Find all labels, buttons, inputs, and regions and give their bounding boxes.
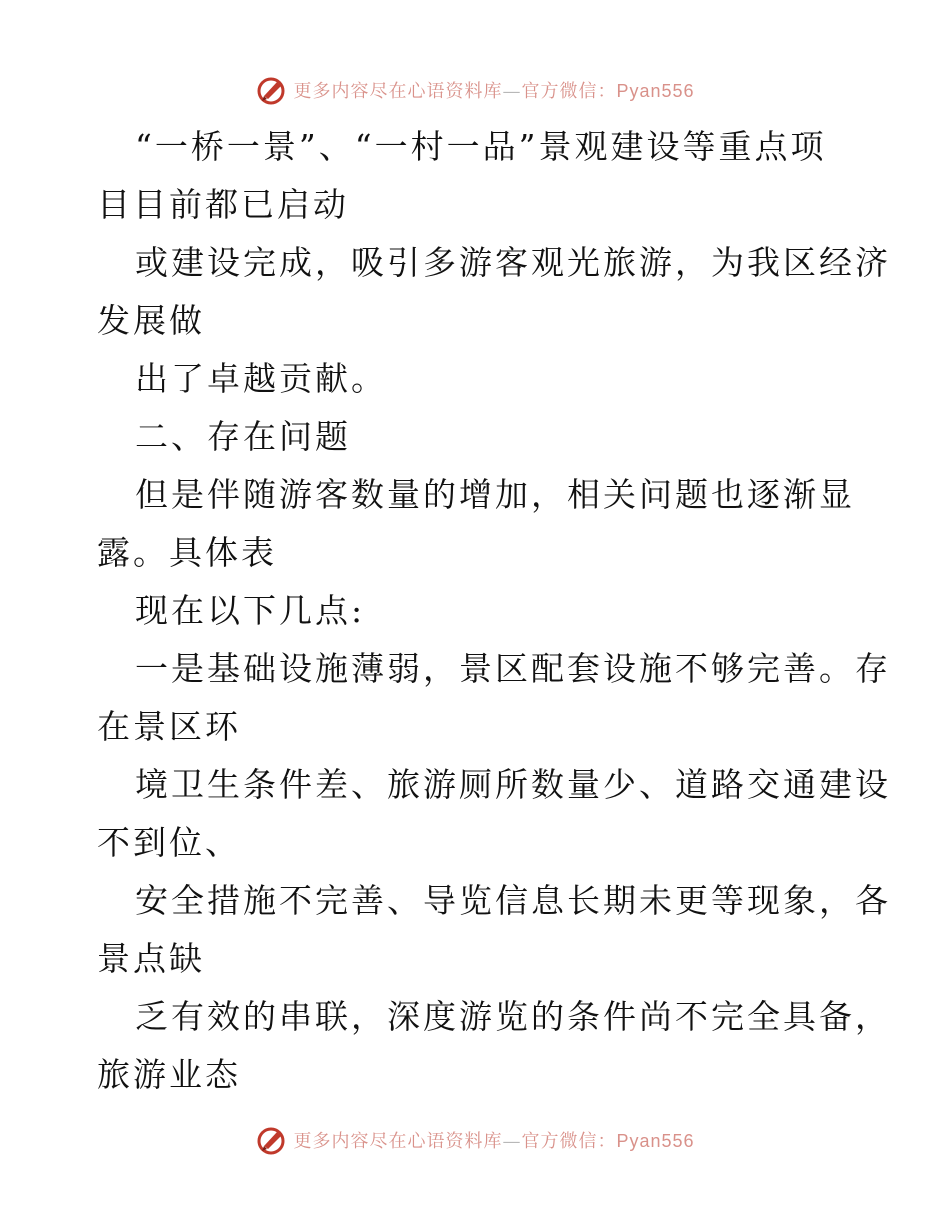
footer-watermark xyxy=(0,1120,950,1160)
body-line: 乏有效的串联，深度游览的条件尚不完全具备， xyxy=(135,997,891,1036)
header-separator: — xyxy=(502,81,522,102)
document-body xyxy=(97,118,891,1104)
body-line: 发展做 xyxy=(97,301,205,340)
body-line: “一桥一景”、“一村一品”景观建设等重点项 xyxy=(135,127,827,166)
header-wechat-label: 官方微信： xyxy=(521,81,617,102)
body-line: 目目前都已启动 xyxy=(97,185,349,224)
body-line: 但是伴随游客数量的增加，相关问题也逐渐显 xyxy=(135,475,855,514)
body-line: 景点缺 xyxy=(97,939,205,978)
pen-circle-logo-icon xyxy=(255,1124,287,1156)
pen-circle-logo-icon xyxy=(255,74,287,106)
footer-separator: — xyxy=(502,1131,522,1152)
body-line: 露。具体表 xyxy=(97,533,277,572)
header-site-name: 更多内容尽在心语资料库 xyxy=(293,81,503,102)
header-watermark-text xyxy=(293,77,694,103)
body-line: 在景区环 xyxy=(97,707,241,746)
section-heading: 二、存在问题 xyxy=(135,417,351,456)
header-wechat-id: Pyan556 xyxy=(616,81,695,101)
body-line: 旅游业态 xyxy=(97,1055,241,1094)
body-line: 一是基础设施薄弱，景区配套设施不够完善。存 xyxy=(135,649,891,688)
footer-wechat-label: 官方微信： xyxy=(521,1131,617,1152)
body-line: 现在以下几点: xyxy=(135,591,366,630)
body-line: 不到位、 xyxy=(97,823,241,862)
body-line: 出了卓越贡献。 xyxy=(135,359,387,398)
body-line: 境卫生条件差、旅游厕所数量少、道路交通建设 xyxy=(135,765,891,804)
header-watermark xyxy=(0,70,950,110)
footer-wechat-id: Pyan556 xyxy=(616,1131,695,1151)
body-line: 或建设完成，吸引多游客观光旅游，为我区经济 xyxy=(135,243,891,282)
footer-site-name: 更多内容尽在心语资料库 xyxy=(293,1131,503,1152)
footer-watermark-text xyxy=(293,1127,694,1153)
body-line: 安全措施不完善、导览信息长期未更等现象，各 xyxy=(135,881,891,920)
